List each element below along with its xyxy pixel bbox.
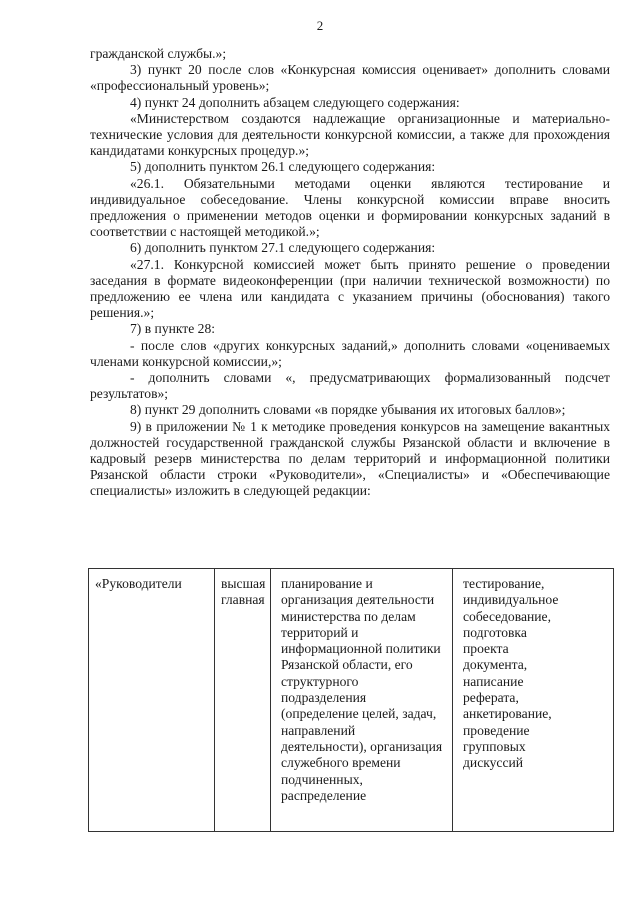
table-cell-line: тестирование, <box>463 576 545 591</box>
paragraph: - дополнить словами «, предусматривающих формализованный подсчет результатов»; <box>90 370 610 402</box>
table-cell-methods <box>453 569 615 831</box>
table-cell-category: «Руководители <box>89 569 215 831</box>
table-cell-line: анкетирование, <box>463 706 552 722</box>
table-cell-line: планирование и <box>281 576 373 591</box>
paragraph: 8) пункт 29 дополнить словами «в порядке убывания их итоговых баллов»; <box>130 402 566 418</box>
table-cell-line: деятельности), организация <box>281 738 443 754</box>
table-cell-line: служебного времени <box>281 755 401 771</box>
table-cell-line: индивидуальное <box>463 592 559 608</box>
table-cell-line: направлений <box>281 722 356 738</box>
paragraph: 6) дополнить пунктом 27.1 следующего содержания: <box>130 240 436 256</box>
positions-table <box>88 568 614 832</box>
paragraph: гражданской службы.»; <box>90 46 227 61</box>
document-body <box>90 46 610 500</box>
table-cell-duties <box>271 569 453 831</box>
table-cell-line: проведение <box>463 722 530 738</box>
table-cell-line: подготовка <box>463 624 527 640</box>
table-cell-line: проекта <box>463 641 509 657</box>
table-cell-line: высшая <box>221 576 266 591</box>
table-cell-line: организация деятельности <box>281 592 435 608</box>
table-cell-line: структурного <box>281 673 359 689</box>
paragraph: «27.1. Конкурсной комиссией может быть принято решение о проведении заседания в формате видеоконференции (при наличии технической возможности) по предложению ее члена или кандидата с указанием причины (обоснования) такого решения.»; <box>90 256 610 321</box>
table-cell-line: территорий и <box>281 624 359 640</box>
table-cell-line: распределение <box>281 787 367 803</box>
table-cell-line: министерства по делам <box>281 608 416 624</box>
table-cell-line: подчиненных, <box>281 771 363 787</box>
table-cell-line: (определение целей, задач, <box>281 706 437 722</box>
table-cell-line: дискуссий <box>463 755 524 771</box>
paragraph: 9) в приложении № 1 к методике проведения конкурсов на замещение вакантных должностей государственной гражданской службы Рязанской области и включение в кадровый резерв министерства по делам территорий и информационной политики Рязанской области строки «Руководители», «Специалисты» и «Обеспечивающие специалисты» изложить в следующей редакции: <box>90 418 610 499</box>
paragraph: 4) пункт 24 дополнить абзацем следующего содержания: <box>130 94 460 110</box>
table-cell-line: подразделения <box>281 690 367 706</box>
table-cell-line: информационной политики <box>281 641 441 657</box>
table-cell-group <box>215 569 271 831</box>
table-cell-line: главная <box>221 592 265 608</box>
paragraph: 7) в пункте 28: <box>130 321 216 337</box>
page-number: 2 <box>316 18 324 33</box>
table-cell-line: собеседование, <box>463 608 551 624</box>
paragraph: 5) дополнить пунктом 26.1 следующего содержания: <box>130 159 436 175</box>
table-cell-line: Рязанской области, его <box>281 657 413 673</box>
paragraph: - после слов «других конкурсных заданий,» дополнить словами «оцениваемых членами конкурсной комиссии,»; <box>90 337 610 369</box>
paragraph: «Министерством создаются надлежащие организационные и материально-технические условия для деятельности конкурсной комиссии, а также для прохождения кандидатами конкурсных процедур.»; <box>90 110 610 159</box>
table-cell-line: документа, <box>463 657 528 673</box>
table-cell-line: написание <box>463 673 524 689</box>
paragraph: 3) пункт 20 после слов «Конкурсная комиссия оценивает» дополнить словами «профессиональный уровень»; <box>90 62 610 94</box>
table-cell-line: групповых <box>463 738 526 754</box>
paragraph: «26.1. Обязательными методами оценки являются тестирование и индивидуальное собеседование. Члены конкурсной комиссии вправе вносить предложения о применении методов оценки и формировании конкурсных заданий в соответствии с настоящей методикой.»; <box>90 175 610 240</box>
table-cell-line: реферата, <box>463 690 519 706</box>
